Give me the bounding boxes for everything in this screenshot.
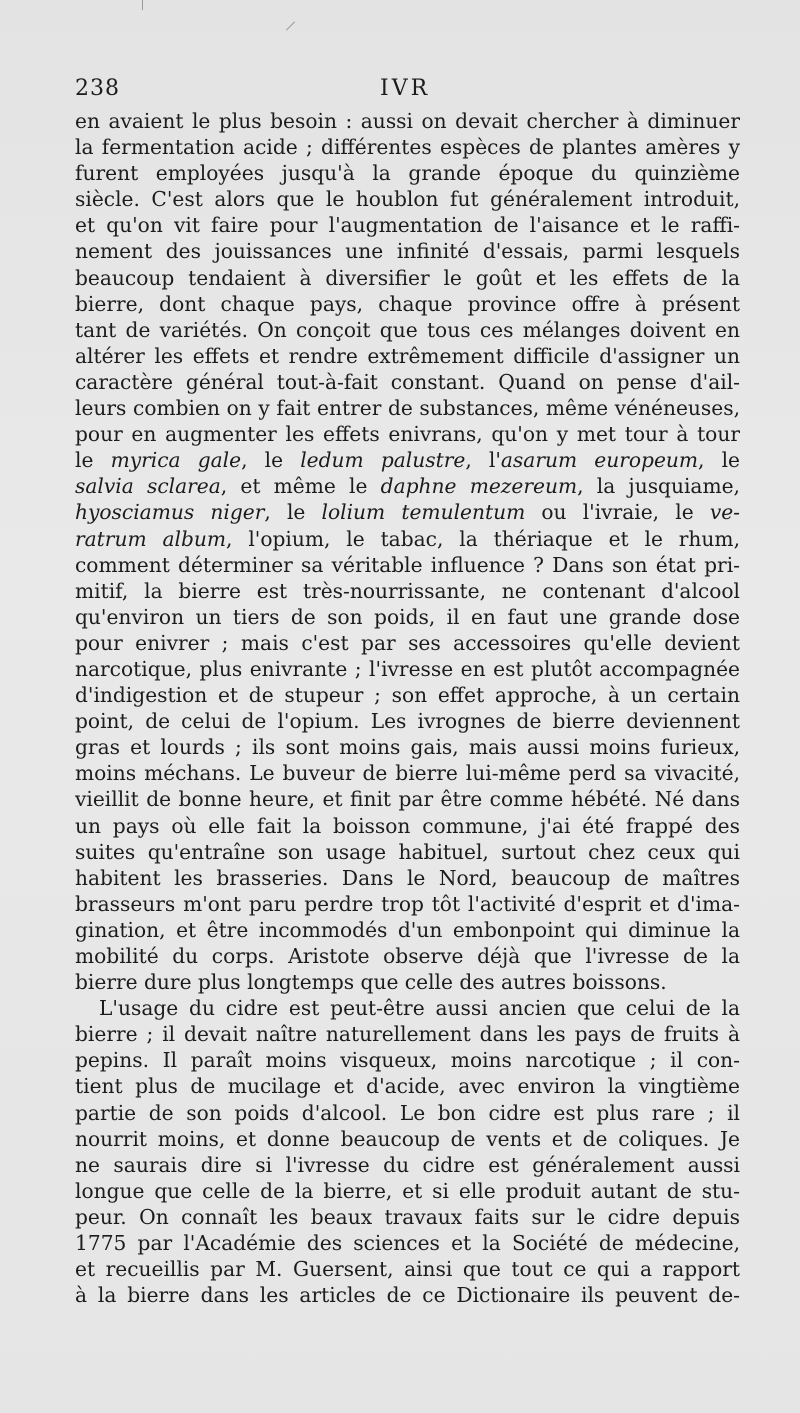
text-segment: point, de celui de l'opium. Les ivrognes de bierre deviennent	[75, 709, 740, 734]
text-line	[75, 656, 740, 682]
text-segment: à la bierre dans les articles de ce Dictionaire ils peuvent de-	[75, 1283, 740, 1308]
text-segment: en avaient le plus besoin : aussi on devait chercher à diminuer	[75, 109, 740, 133]
text-line	[75, 1282, 740, 1308]
running-head: IVR	[380, 76, 431, 101]
text-segment: suites qu'entraîne son usage habituel, surtout chez ceux qui	[75, 839, 740, 864]
page-header	[75, 72, 740, 104]
italic-term: ratrum album	[75, 526, 227, 551]
text-line	[75, 1021, 740, 1047]
text-segment: habitent les brasseries. Dans le Nord, beaucoup de maîtres	[75, 865, 740, 890]
text-line	[75, 943, 740, 969]
text-segment: moins méchans. Le buveur de bierre lui-même perd sa vivacité,	[75, 761, 740, 786]
text-line	[75, 473, 740, 499]
text-segment: ou l'ivraie, le	[525, 500, 710, 525]
text-segment: , et même le	[220, 474, 381, 499]
text-line	[75, 969, 740, 995]
text-segment: beaucoup tendaient à diversifier le goût et les effets de la	[75, 265, 740, 290]
italic-term: lolium temulentum	[321, 500, 526, 525]
italic-term: daphne mezereum	[380, 474, 578, 499]
text-segment: d'indigestion et de stupeur ; son effet approche, à un certain	[75, 683, 740, 708]
text-segment: bierre ; il devait naître naturellement dans les pays de fruits à	[75, 1022, 740, 1047]
text-line	[75, 630, 740, 656]
text-line	[75, 1126, 740, 1152]
text-segment: leurs combien on y fait entrer de substances, même vénéneuses,	[75, 396, 740, 421]
text-line	[75, 1256, 740, 1282]
text-line	[75, 160, 740, 186]
text-line	[75, 447, 740, 473]
text-line	[75, 682, 740, 708]
text-segment: tient plus de mucilage et d'acide, avec environ la vingtième	[75, 1074, 740, 1099]
italic-term: asarum europeum	[500, 448, 699, 473]
text-segment: pepins. Il paraît moins visqueux, moins narcotique ; il con-	[75, 1048, 740, 1073]
text-line	[75, 395, 740, 421]
text-line	[75, 1230, 740, 1256]
text-line	[75, 212, 740, 238]
text-line	[75, 265, 740, 291]
text-line	[75, 604, 740, 630]
text-line	[75, 995, 740, 1021]
text-segment: , le	[264, 500, 322, 525]
text-line	[75, 813, 740, 839]
text-line	[75, 786, 740, 812]
text-line	[75, 917, 740, 943]
text-line	[75, 760, 740, 786]
text-line	[75, 552, 740, 578]
text-segment: ne saurais dire si l'ivresse du cidre est généralement aussi	[75, 1152, 740, 1177]
text-segment: , le	[698, 448, 740, 473]
text-segment: et qu'on vit faire pour l'augmentation de l'aisance et le raffi-	[75, 213, 740, 238]
text-segment: la fermentation acide ; différentes espèces de plantes amères y	[75, 135, 740, 160]
text-segment: narcotique, plus enivrante ; l'ivresse en est plutôt accompagnée	[75, 656, 740, 681]
text-line	[75, 108, 740, 134]
text-segment: bierre dure plus longtemps que celle des autres boissons.	[75, 970, 667, 995]
text-segment: le	[75, 448, 111, 473]
text-segment: mitif, la bierre est très-nourrissante, ne contenant d'alcool	[75, 578, 740, 603]
text-line	[75, 317, 740, 343]
text-segment: siècle. C'est alors que le houblon fut généralement introduit,	[75, 187, 740, 212]
scan-mark-top-right	[286, 21, 295, 30]
italic-term: hyosciamus niger	[75, 500, 265, 525]
text-line	[75, 1100, 740, 1126]
italic-term: salvia sclarea	[75, 474, 221, 499]
text-segment: comment déterminer sa véritable influence ? Dans son état pri-	[75, 552, 740, 577]
text-segment: , l'opium, le tabac, la thériaque et le rhum,	[226, 526, 740, 551]
text-segment: altérer les effets et rendre extrêmement difficile d'assigner un	[75, 343, 740, 368]
text-line	[75, 578, 740, 604]
text-line	[75, 291, 740, 317]
text-line	[75, 1047, 740, 1073]
text-segment: un pays où elle fait la boisson commune, j'ai été frappé des	[75, 813, 740, 838]
text-line	[75, 1178, 740, 1204]
text-line	[75, 421, 740, 447]
text-segment: , l'	[465, 448, 501, 473]
text-line	[75, 891, 740, 917]
text-line	[75, 865, 740, 891]
text-line	[75, 238, 740, 264]
text-segment: pour en augmenter les effets enivrans, qu'on y met tour à tour	[75, 422, 740, 447]
text-segment: brasseurs m'ont paru perdre trop tôt l'activité d'esprit et d'ima-	[75, 891, 740, 916]
text-line	[75, 734, 740, 760]
text-line	[75, 708, 740, 734]
text-segment: et recueillis par M. Guersent, ainsi que tout ce qui a rapport	[75, 1257, 740, 1282]
italic-term: myrica gale	[110, 448, 242, 473]
text-segment: partie de son poids d'alcool. Le bon cidre est plus rare ; il	[75, 1100, 740, 1125]
text-segment: pour enivrer ; mais c'est par ses accessoires qu'elle devient	[75, 630, 740, 655]
text-line	[75, 839, 740, 865]
text-segment: gination, et être incommodés d'un embonpoint qui diminue la	[75, 917, 740, 942]
text-segment: , le	[241, 448, 301, 473]
text-segment: caractère général tout-à-fait constant. Quand on pense d'ail-	[75, 369, 740, 394]
text-segment: nourrit moins, et donne beaucoup de vents et de coliques. Je	[75, 1126, 740, 1151]
text-segment: vieillit de bonne heure, et finit par être comme hébété. Né dans	[75, 787, 740, 812]
text-line	[75, 134, 740, 160]
text-line	[75, 526, 740, 552]
text-segment: peur. On connaît les beaux travaux faits sur le cidre depuis	[75, 1204, 740, 1229]
text-line	[75, 1073, 740, 1099]
page-number: 238	[75, 76, 120, 101]
text-line	[75, 186, 740, 212]
text-line	[75, 1152, 740, 1178]
scan-mark-top	[142, 0, 143, 10]
text-segment: L'usage du cidre est peut-être aussi ancien que celui de la	[99, 996, 740, 1021]
text-segment: bierre, dont chaque pays, chaque province offre à présent	[75, 291, 740, 316]
body-text	[75, 108, 740, 1308]
text-line	[75, 1204, 740, 1230]
text-line	[75, 343, 740, 369]
text-segment: 1775 par l'Académie des sciences et la Société de médecine,	[75, 1231, 740, 1256]
text-segment: , la jusquiame,	[577, 474, 740, 499]
text-segment: furent employées jusqu'à la grande époque du quinzième	[75, 161, 740, 186]
text-segment: tant de variétés. On conçoit que tous ces mélanges doivent en	[75, 317, 740, 342]
text-line	[75, 499, 740, 525]
text-segment: longue que celle de la bierre, et si elle produit autant de stu-	[75, 1178, 740, 1203]
text-segment: nement des jouissances une infinité d'essais, parmi lesquels	[75, 239, 740, 264]
text-segment: gras et lourds ; ils sont moins gais, mais aussi moins furieux,	[75, 735, 740, 760]
text-segment: mobilité du corps. Aristote observe déjà que l'ivresse de la	[75, 944, 740, 968]
text-line	[75, 369, 740, 395]
italic-term: ve-	[709, 500, 740, 525]
italic-term: ledum palustre	[300, 448, 466, 473]
text-segment: qu'environ un tiers de son poids, il en faut une grande dose	[75, 604, 740, 629]
